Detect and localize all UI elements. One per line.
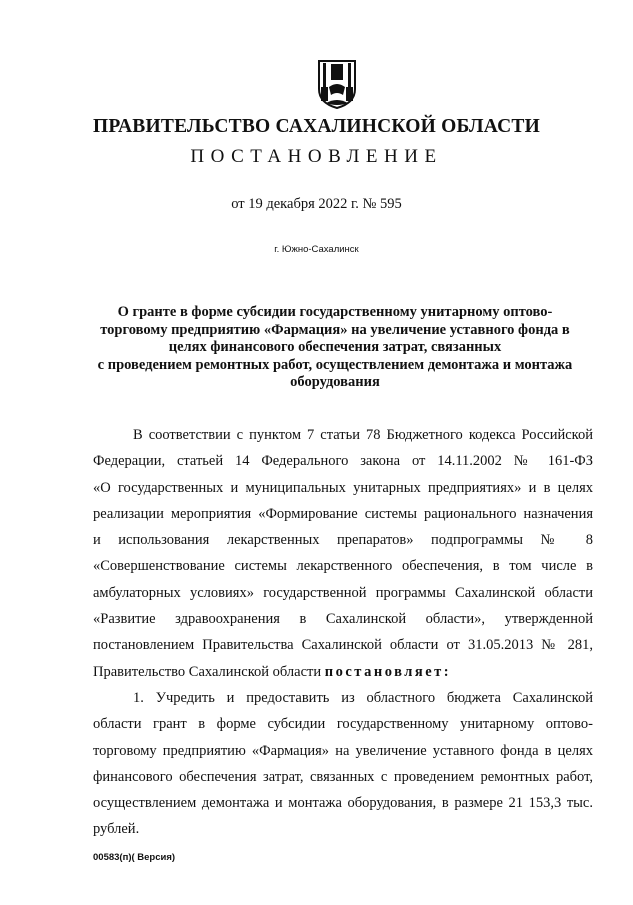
subject-line: оборудования xyxy=(290,374,380,390)
document-subject xyxy=(80,304,590,392)
preamble-line: и использования лекарственных препаратов» подпрограммы № 8 xyxy=(93,532,593,549)
preamble-line: постановлением Правительства Сахалинской области от 31.05.2013 № 281, xyxy=(93,637,593,654)
clause-line: осуществлением демонтажа и монтажа оборудования, в размере 21 153,3 тыс. xyxy=(93,795,593,812)
clause-line: финансового обеспечения затрат, связанных с проведением ремонтных работ, xyxy=(93,768,593,785)
organization-title: ПРАВИТЕЛЬСТВО САХАЛИНСКОЙ ОБЛАСТИ xyxy=(93,116,540,137)
preamble-line: «О государственных и муниципальных унитарных предприятиях» и в целях xyxy=(93,479,593,496)
document-type: ПОСТАНОВЛЕНИЕ xyxy=(190,146,443,167)
preamble-line: амбулаторных условиях» государственной программы Сахалинской области xyxy=(93,584,593,601)
preamble-line: «Развитие здравоохранения в Сахалинской области», утвержденной xyxy=(93,611,593,628)
preamble-line: В соответствии с пунктом 7 статьи 78 Бюджетного кодекса Российской xyxy=(133,427,593,443)
clause-line: 1. Учредить и предоставить из областного бюджета Сахалинской xyxy=(133,689,593,706)
preamble-line-text: Правительство Сахалинской области xyxy=(93,663,325,680)
document-body xyxy=(93,422,593,843)
preamble-line: Федерации, статьей 14 Федерального закона от 14.11.2002 № 161-ФЗ xyxy=(93,453,593,470)
clause-line: рублей. xyxy=(93,821,140,838)
document-code: 00583(п)( Версия) xyxy=(93,852,176,863)
clause-line: области грант в форме субсидии государственному унитарному оптово- xyxy=(93,716,593,733)
preamble-final-line xyxy=(93,659,593,685)
subject-line: О гранте в форме субсидии государственному унитарному оптово- xyxy=(117,304,553,320)
date-number: от 19 декабря 2022 г. № 595 xyxy=(231,196,402,212)
preamble-line: реализации мероприятия «Формирование системы рационального назначения xyxy=(93,505,593,522)
subject-line: целях финансового обеспечения затрат, связанных xyxy=(168,339,502,355)
resolution-keyword: постановляет: xyxy=(324,663,452,680)
clause-line: торговому предприятию «Фармация» на увеличение уставного фонда в целях xyxy=(93,742,593,759)
preamble-line: «Совершенствование системы лекарственного обеспечения, в том числе в xyxy=(93,558,593,575)
subject-line: с проведением ремонтных работ, осуществлением демонтажа и монтажа xyxy=(97,356,573,373)
city-label: г. Южно-Сахалинск xyxy=(274,244,359,255)
subject-line: торговому предприятию «Фармация» на увеличение уставного фонда в xyxy=(100,321,570,338)
coat-of-arms-emblem xyxy=(317,57,357,109)
